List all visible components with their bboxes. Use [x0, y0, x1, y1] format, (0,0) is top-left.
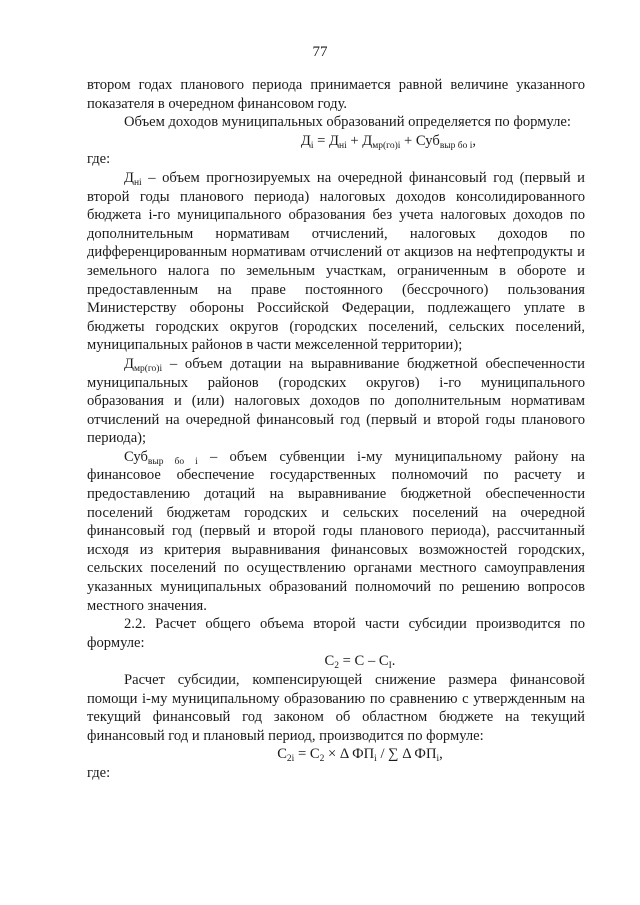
paragraph-continuation: втором годах планового периода принимается равной величине указанного показателя в очередном финансовом году.	[87, 77, 585, 112]
paragraph-income-intro: Объем доходов муниципальных образований определяется по формуле:	[124, 114, 571, 131]
where-label: где:	[87, 151, 111, 168]
page-number: 77	[312, 44, 328, 60]
formula-c2i: $C_{2i} = C_2 \times \Delta$ $ФП_i$ / ∑ Δ $ФП_i$,	[277, 746, 443, 765]
where-label-2: где:	[87, 764, 111, 781]
definition-subsidy-grant: $Д_{мр(го)i}$ – объем дотации на выравнивание бюджетной обеспеченности муниципальных районов (городских округов) i-го муниципального образования и (или) налоговых доходов по дополнительным нормативам отчислений на очередной финансовый год (первый и второй годы планового периода);	[87, 355, 585, 447]
formula-income: $Д_i = Д_{нi} + Д_{мр(го)i} + Суб_{выр бо i}$,	[300, 132, 477, 151]
paragraph-second-part: 2.2. Расчет общего объема второй части субсидии производится по формуле:	[87, 616, 585, 651]
paragraph-compensation: Расчет субсидии, компенсирующей снижение размера финансовой помощи i-му муниципальному образованию по сравнению с утвержденным на текущий финансовый год законом об областном бюджете на текущий финансовый год и плановый период, производится по формуле:	[87, 672, 585, 744]
definition-tax-income: $Д_{нi}$ – объем прогнозируемых на очередной финансовый год (первый и второй годы планового периода) налоговых доходов консолидированного бюджета i-го муниципального образования без учета налоговых доходов по дополнительным нормативам отчислений, налоговых доходов по дифференцированным нормативам отчислений от акцизов на нефтепродукты и земельного налога по земельным участкам, ограниченным в обороте и предоставленным на праве постоянного (бессрочного) пользования Министерству обороны Российской Федерации, подлежащего уплате в бюджеты городских округов (городских поселений, сельских поселений, муниципальных районов в части межселенной территории);	[87, 169, 585, 354]
definition-subvention: Суб$_{выр бо i}$ – объем субвенции i-му муниципальному району на финансовое обеспечение государственных полномочий по расчету и предоставлению дотаций на выравнивание бюджетной обеспеченности поселений бюджетам городских и сельских поселений на очередной финансовый год (первый и второй годы планового периода), рассчитанный исходя из критерия выравнивания финансовых возможностей городских, сельских поселений по осуществлению органами местного самоуправления указанных муниципальных образований полномочий по решению вопросов местного значения.	[87, 448, 586, 614]
document-body	[87, 76, 585, 783]
formula-c2: $C_2 = C - C_I$.	[324, 653, 396, 672]
